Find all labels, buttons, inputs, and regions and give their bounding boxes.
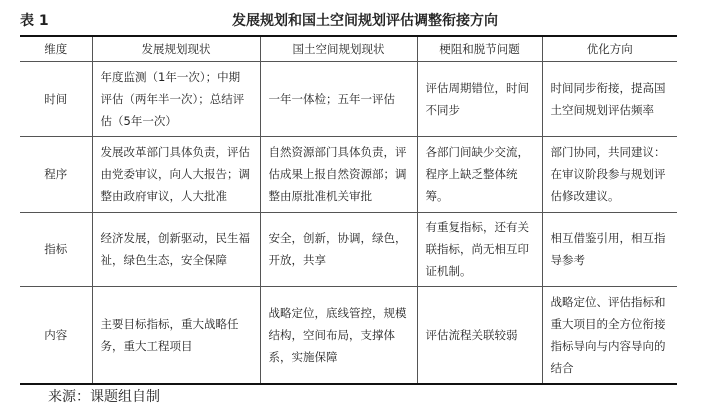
row-dimension: 内容: [20, 286, 92, 384]
table-row: [20, 136, 677, 212]
table-cell: 主要目标指标，重大战略任务，重大工程项目: [92, 286, 260, 384]
row-dimension: 时间: [20, 61, 92, 136]
table-cell: 经济发展，创新驱动，民生福祉，绿色生态，安全保障: [92, 212, 260, 286]
table-cell: 时间同步衔接，提高国土空间规划评估频率: [542, 61, 677, 136]
row-dimension: 指标: [20, 212, 92, 286]
table-cell: 部门协同，共同建议：在审议阶段参与规划评估修改建议。: [542, 136, 677, 212]
header-optimization: 优化方向: [542, 36, 677, 61]
evaluation-table: [20, 35, 677, 385]
table-cell: 发展改革部门具体负责，评估由党委审议，向人大报告；调整由政府审议，人大批准: [92, 136, 260, 212]
table-number: 表 1: [20, 13, 49, 29]
header-spatial-plan: 国土空间规划现状: [260, 36, 417, 61]
table-cell: 安全，创新，协调，绿色，开放，共享: [260, 212, 417, 286]
table-cell: 有重复指标，还有关联指标，尚无相互印证机制。: [417, 212, 542, 286]
table-cell: 各部门间缺少交流，程序上缺乏整体统筹。: [417, 136, 542, 212]
header-row: [20, 36, 677, 61]
table-cell: 一年一体检；五年一评估: [260, 61, 417, 136]
table-cell: 评估流程关联较弱: [417, 286, 542, 384]
table-title: 发展规划和国土空间规划评估调整衔接方向: [232, 13, 498, 29]
row-dimension: 程序: [20, 136, 92, 212]
header-development-plan: 发展规划现状: [92, 36, 260, 61]
table-cell: 战略定位、评估指标和重大项目的全方位衔接指标导向与内容导向的结合: [542, 286, 677, 384]
table-caption: [20, 8, 680, 30]
header-problems: 梗阻和脱节问题: [417, 36, 542, 61]
table-cell: 相互借鉴引用，相互指导参考: [542, 212, 677, 286]
header-dimension: 维度: [20, 36, 92, 61]
table-cell: 评估周期错位，时间不同步: [417, 61, 542, 136]
table-row: [20, 286, 677, 384]
table-row: [20, 212, 677, 286]
source-note: 来源：课题组自制: [48, 389, 160, 405]
table-cell: 年度监测（1年一次）；中期评估（两年半一次）；总结评估（5年一次）: [92, 61, 260, 136]
table-cell: 自然资源部门具体负责，评估成果上报自然资源部；调整由原批准机关审批: [260, 136, 417, 212]
table-row: [20, 61, 677, 136]
table-cell: 战略定位，底线管控，规模结构，空间布局，支撑体系，实施保障: [260, 286, 417, 384]
